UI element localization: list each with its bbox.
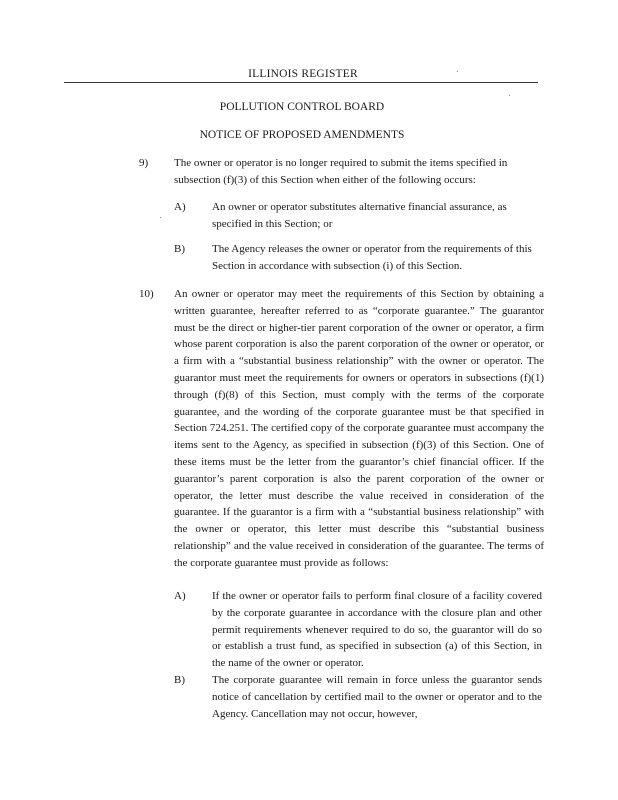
scan-speck: [509, 95, 510, 96]
header-rule: [64, 82, 538, 83]
item-9-sub-b-text: The Agency releases the owner or operator from the requirements of this Section in accordance with subsection (i) of this Section.: [212, 243, 532, 272]
board-name: POLLUTION CONTROL BOARD: [219, 101, 385, 113]
item-9-sub-a-text: An owner or operator substitutes alternative financial assurance, as specified in this Section; or: [212, 201, 507, 230]
scan-speck: [457, 71, 458, 72]
item-text-9: The owner or operator is no longer required to submit the items specified in subsection (f)(3) of this Section when either of the following occurs:: [174, 157, 508, 186]
item-10-sub-a-label: A): [174, 590, 186, 602]
notice-title: NOTICE OF PROPOSED AMENDMENTS: [199, 129, 405, 141]
item-9-sub-b-label: B): [174, 243, 185, 255]
item-text-10: An owner or operator may meet the requirements of this Section by obtaining a written guarantee, hereafter referred to as “corporate guarantee.” The guarantor must be the direct or higher-tier parent corporation of the owner or operator, a firm whose parent corporation is also the parent corporation of the owner or operator, or a firm with a “substantial business relationship” with the owner or operator. The guarantor must meet the requirements for owners or operators in subsections (f)(1) through (f)(8) of this Section, must comply with the terms of the corporate guarantee, and the wording of the corporate guarantee must be that specified in Section 724.251. The certified copy of the corporate guarantee must accompany the items sent to the Agency, as specified in subsection (f)(3) of this Section. One of these items must be the letter from the guarantor’s chief financial officer. If the guarantor’s parent corporation is also the parent corporation of the owner or operator, the letter must describe the value received in consideration of the guarantee. If the guarantor is a firm with a “substantial business relationship” with the owner or operator, this letter must describe this “substantial business relationship” and the value received in consideration of the guarantee. The terms of the corporate guarantee must provide as follows:: [174, 288, 544, 569]
item-10-sub-a-text: If the owner or operator fails to perform final closure of a facility covered by the corporate guarantee in accordance with the closure plan and other permit requirements whenever required to do so, the guarantor will do so or establish a trust fund, as specified in subsection (a) of this Section, in the name of the owner or operator.: [212, 590, 542, 670]
register-title: ILLINOIS REGISTER: [248, 68, 358, 80]
item-number-10: 10): [139, 288, 154, 300]
item-number-9: 9): [139, 157, 149, 169]
item-10-sub-b-text: The corporate guarantee will remain in force unless the guarantor sends notice of cancellation by certified mail to the owner or operator and to the Agency. Cancellation may not occur, however,: [212, 674, 542, 720]
scan-speck: [160, 217, 161, 218]
item-10-sub-b-label: B): [174, 674, 185, 686]
item-9-sub-a-label: A): [174, 201, 186, 213]
